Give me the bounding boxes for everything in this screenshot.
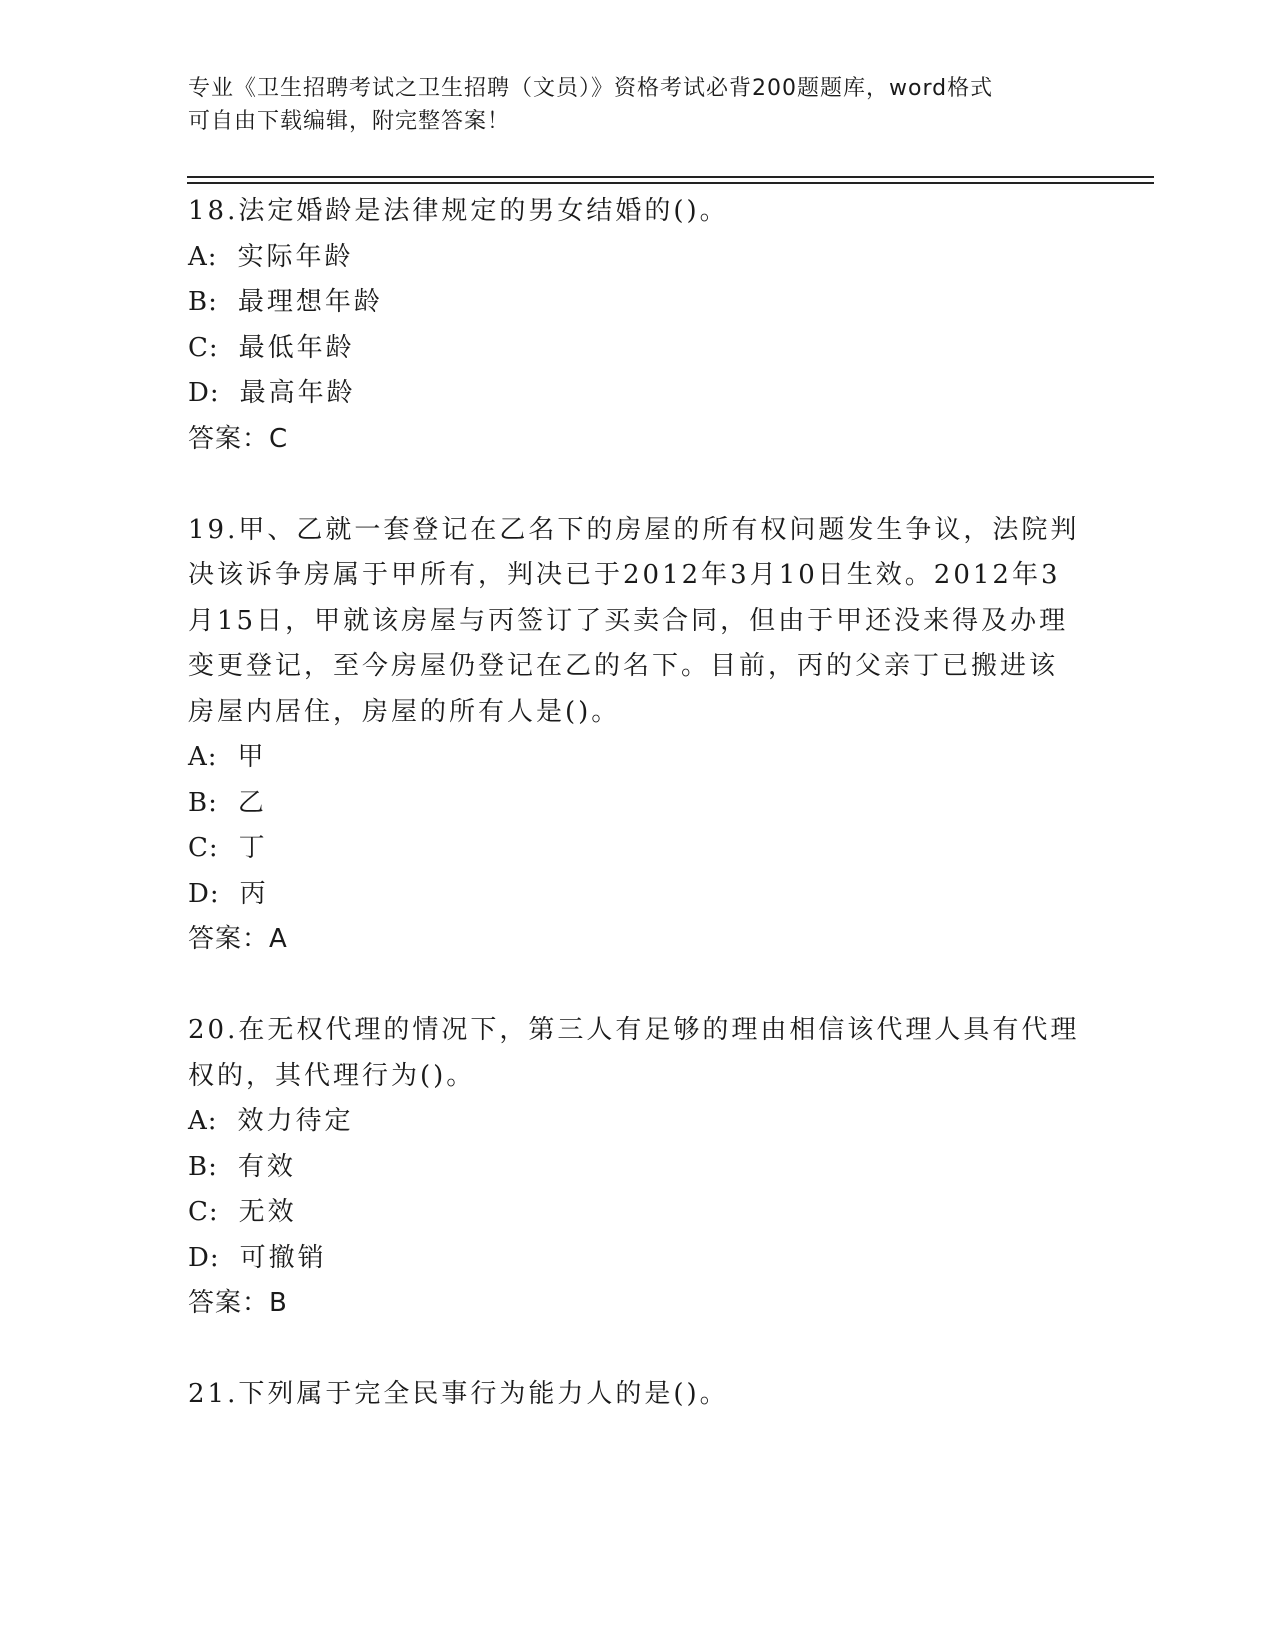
question-stem-line: 20.在无权代理的情况下，第三人有足够的理由相信该代理人具有代理 xyxy=(188,1015,1080,1045)
option-a xyxy=(188,1099,1088,1145)
option-letter: B: xyxy=(188,787,218,818)
answer-line: 答案：C xyxy=(188,423,289,454)
option-d xyxy=(188,371,1088,417)
question-stem-line: 月15日，甲就该房屋与丙签订了买卖合同，但由于甲还没来得及办理 xyxy=(188,605,1069,636)
question-spacer xyxy=(188,1327,1088,1373)
header-divider-top xyxy=(187,176,1154,178)
option-d xyxy=(188,1236,1088,1282)
question-stem-line: 19.甲、乙就一套登记在乙名下的房屋的所有权问题发生争议，法院判 xyxy=(188,514,1080,545)
option-letter: D: xyxy=(188,1242,220,1273)
question-stem-line: 权的，其代理行为()。 xyxy=(188,1060,476,1091)
question-stem-line: 变更登记，至今房屋仍登记在乙的名下。目前，丙的父亲丁已搬进该 xyxy=(188,651,1059,681)
option-text: 丙 xyxy=(239,878,269,909)
option-text: 无效 xyxy=(238,1197,297,1227)
option-a xyxy=(188,735,1088,781)
option-letter: C: xyxy=(188,332,219,363)
option-c xyxy=(188,326,1088,372)
option-letter: A: xyxy=(188,1106,218,1136)
option-text: 最理想年龄 xyxy=(237,287,383,317)
option-text: 有效 xyxy=(237,1151,296,1182)
option-c xyxy=(188,826,1088,872)
option-letter: C: xyxy=(188,1197,219,1227)
option-letter: C: xyxy=(188,833,219,863)
question-21 xyxy=(188,1372,1088,1418)
option-text: 乙 xyxy=(237,787,267,818)
header-line-2: 可自由下载编辑，附完整答案！ xyxy=(188,109,511,134)
option-text: 实际年龄 xyxy=(237,241,354,272)
question-stem-line: 房屋内居住，房屋的所有人是()。 xyxy=(188,696,621,727)
question-stem-line: 决该诉争房属于甲所有，判决已于2012年3月10日生效。2012年3 xyxy=(188,560,1061,590)
option-a xyxy=(188,235,1088,281)
answer-line: 答案：A xyxy=(188,924,288,954)
question-19 xyxy=(188,508,1088,963)
option-letter: A: xyxy=(188,742,218,772)
option-c xyxy=(188,1190,1088,1236)
question-18 xyxy=(188,189,1088,462)
question-spacer xyxy=(188,462,1088,508)
option-text: 甲 xyxy=(237,742,267,772)
option-text: 可撤销 xyxy=(239,1242,327,1273)
option-text: 最低年龄 xyxy=(238,332,355,363)
question-list xyxy=(188,189,1088,1418)
option-letter: B: xyxy=(188,287,218,317)
option-text: 最高年龄 xyxy=(239,378,356,408)
option-text: 丁 xyxy=(238,833,268,863)
option-letter: D: xyxy=(188,378,220,408)
question-stem-line: 21.下列属于完全民事行为能力人的是()。 xyxy=(188,1379,729,1409)
option-letter: A: xyxy=(188,241,218,272)
option-letter: D: xyxy=(188,878,220,909)
answer-line: 答案：B xyxy=(188,1288,288,1318)
option-b xyxy=(188,1145,1088,1191)
option-d xyxy=(188,872,1088,918)
question-20 xyxy=(188,1008,1088,1327)
header-line-1: 专业《卫生招聘考试之卫生招聘（文员）》资格考试必背200题题库，word格式 xyxy=(188,76,994,101)
option-letter: B: xyxy=(188,1151,218,1182)
question-stem-line: 18.法定婚龄是法律规定的男女结婚的()。 xyxy=(188,196,729,226)
question-spacer xyxy=(188,963,1088,1009)
option-text: 效力待定 xyxy=(237,1106,354,1136)
document-header xyxy=(188,72,1088,138)
option-b xyxy=(188,280,1088,326)
option-b xyxy=(188,781,1088,827)
header-divider-bottom xyxy=(187,182,1154,184)
